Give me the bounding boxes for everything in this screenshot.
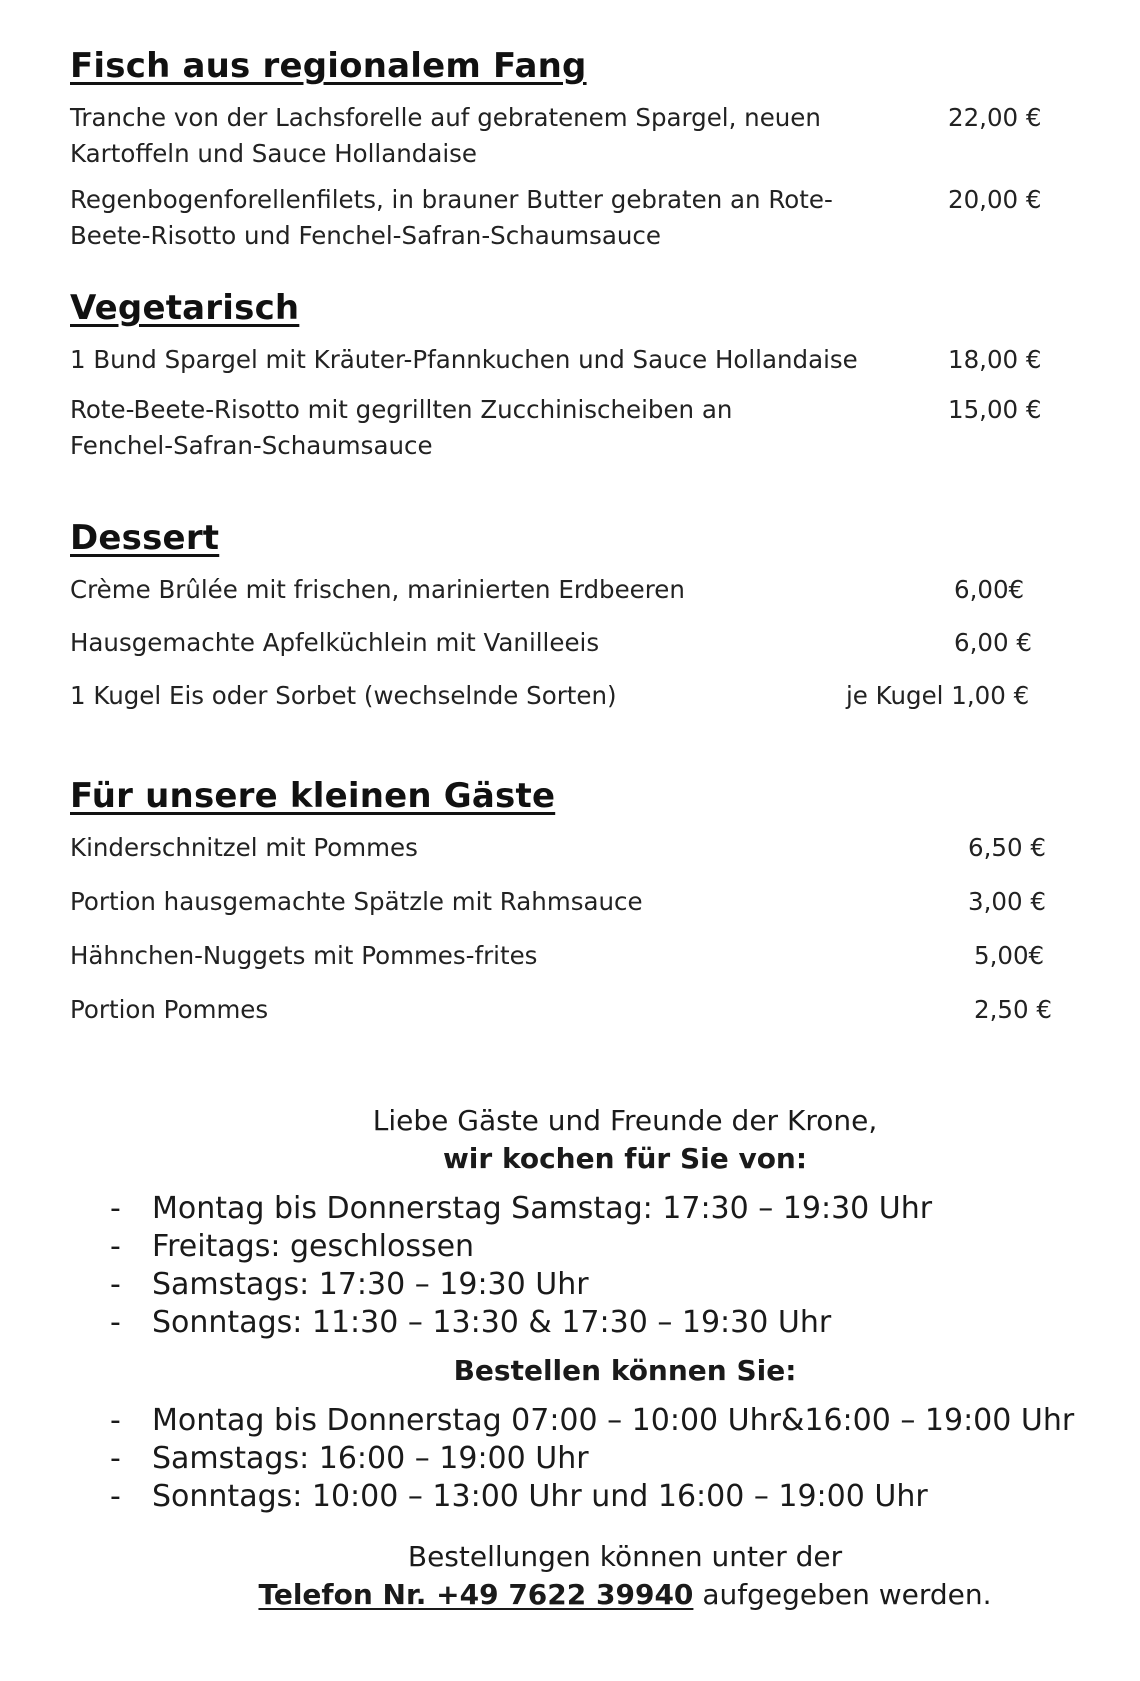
- list-item: [0, 1228, 1140, 1266]
- menu-item: [70, 392, 1060, 464]
- item-name: Rote-Beete-Risotto mit gegrillten Zucchinischeiben an Fenchel-Safran-Schaumsauce: [70, 395, 733, 460]
- list-item: [0, 1190, 1140, 1228]
- bullet-dash: -: [110, 1229, 121, 1264]
- order-phone-line: [0, 1576, 1140, 1614]
- item-price: 6,00 €: [954, 628, 1032, 657]
- item-name: Hähnchen-Nuggets mit Pommes-frites: [70, 941, 538, 970]
- item-name: Portion Pommes: [70, 995, 269, 1024]
- bullet-dash: -: [110, 1267, 121, 1302]
- order-hours-heading: Bestellen können Sie:: [453, 1354, 797, 1387]
- bullet-dash: -: [110, 1441, 121, 1476]
- section-kinder: [70, 776, 1060, 1028]
- menu-item: [70, 678, 1060, 714]
- section-heading: Fisch aus regionalem Fang: [70, 46, 587, 86]
- menu-item: [70, 830, 1060, 866]
- section-dessert: [70, 518, 1060, 714]
- bullet-dash: -: [110, 1191, 121, 1226]
- phone-number: Telefon Nr. +49 7622 39940: [258, 1578, 694, 1611]
- hours-text: Sonntags: 10:00 – 13:00 Uhr und 16:00 – 19:00 Uhr: [152, 1479, 928, 1514]
- bullet-dash: -: [110, 1479, 121, 1514]
- section-heading: Dessert: [70, 518, 220, 558]
- list-item: [0, 1478, 1140, 1516]
- menu-item: [70, 625, 1060, 661]
- item-name: Hausgemachte Apfelküchlein mit Vanilleeis: [70, 628, 600, 657]
- cook-hours-heading: wir kochen für Sie von:: [442, 1142, 808, 1175]
- item-price: je Kugel 1,00 €: [846, 681, 1030, 710]
- bullet-dash: -: [110, 1403, 121, 1438]
- item-name: Tranche von der Lachsforelle auf gebratenem Spargel, neuen Kartoffeln und Sauce Hollandaise: [70, 103, 821, 168]
- order-hours-list: [0, 1402, 1140, 1516]
- bullet-dash: -: [110, 1305, 121, 1340]
- item-price: 22,00 €: [948, 103, 1042, 132]
- list-item: [0, 1440, 1140, 1478]
- cook-hours-list: [0, 1190, 1140, 1342]
- hours-text: Sonntags: 11:30 – 13:30 & 17:30 – 19:30 Uhr: [152, 1305, 832, 1340]
- item-price: 2,50 €: [974, 995, 1052, 1024]
- menu-item: [70, 182, 1060, 254]
- item-price: 3,00 €: [968, 887, 1046, 916]
- item-price: 6,50 €: [968, 833, 1046, 862]
- item-price: 15,00 €: [948, 395, 1042, 424]
- item-name: Portion hausgemachte Spätzle mit Rahmsauce: [70, 887, 643, 916]
- menu-item: [70, 342, 1060, 378]
- order-note-end: aufgegeben werden.: [693, 1578, 992, 1611]
- item-price: 20,00 €: [948, 185, 1042, 214]
- hours-text: Samstags: 16:00 – 19:00 Uhr: [152, 1441, 589, 1476]
- item-name: Regenbogenforellenfilets, in brauner Butter gebraten an Rote-Beete-Risotto und Fenchel-Safran-Schaumsauce: [70, 185, 833, 250]
- section-heading: Vegetarisch: [70, 288, 300, 328]
- section-heading: Für unsere kleinen Gäste: [70, 776, 556, 816]
- list-item: [0, 1304, 1140, 1342]
- item-name: Crème Brûlée mit frischen, marinierten Erdbeeren: [70, 575, 685, 604]
- menu-item: [70, 992, 1060, 1028]
- menu-item: [70, 884, 1060, 920]
- hours-text: Samstags: 17:30 – 19:30 Uhr: [152, 1267, 589, 1302]
- hours-text: Freitags: geschlossen: [152, 1229, 475, 1264]
- opening-hours-block: [0, 1102, 1140, 1614]
- hours-text: Montag bis Donnerstag 07:00 – 10:00 Uhr&16:00 – 19:00 Uhr: [152, 1403, 1075, 1438]
- item-price: 5,00€: [974, 941, 1045, 970]
- item-name: 1 Bund Spargel mit Kräuter-Pfannkuchen und Sauce Hollandaise: [70, 345, 858, 374]
- greeting: Liebe Gäste und Freunde der Krone,: [372, 1104, 878, 1137]
- order-note: Bestellungen können unter der: [407, 1540, 843, 1573]
- item-name: Kinderschnitzel mit Pommes: [70, 833, 418, 862]
- item-price: 6,00€: [954, 575, 1025, 604]
- menu-item: [70, 572, 1060, 608]
- section-fisch: [70, 46, 1060, 254]
- hours-text: Montag bis Donnerstag Samstag: 17:30 – 19:30 Uhr: [152, 1191, 933, 1226]
- item-price: 18,00 €: [948, 345, 1042, 374]
- list-item: [0, 1402, 1140, 1440]
- item-name: 1 Kugel Eis oder Sorbet (wechselnde Sorten): [70, 681, 617, 710]
- section-vegetarisch: [70, 288, 1060, 464]
- menu-item: [70, 938, 1060, 974]
- list-item: [0, 1266, 1140, 1304]
- menu-item: [70, 100, 1060, 172]
